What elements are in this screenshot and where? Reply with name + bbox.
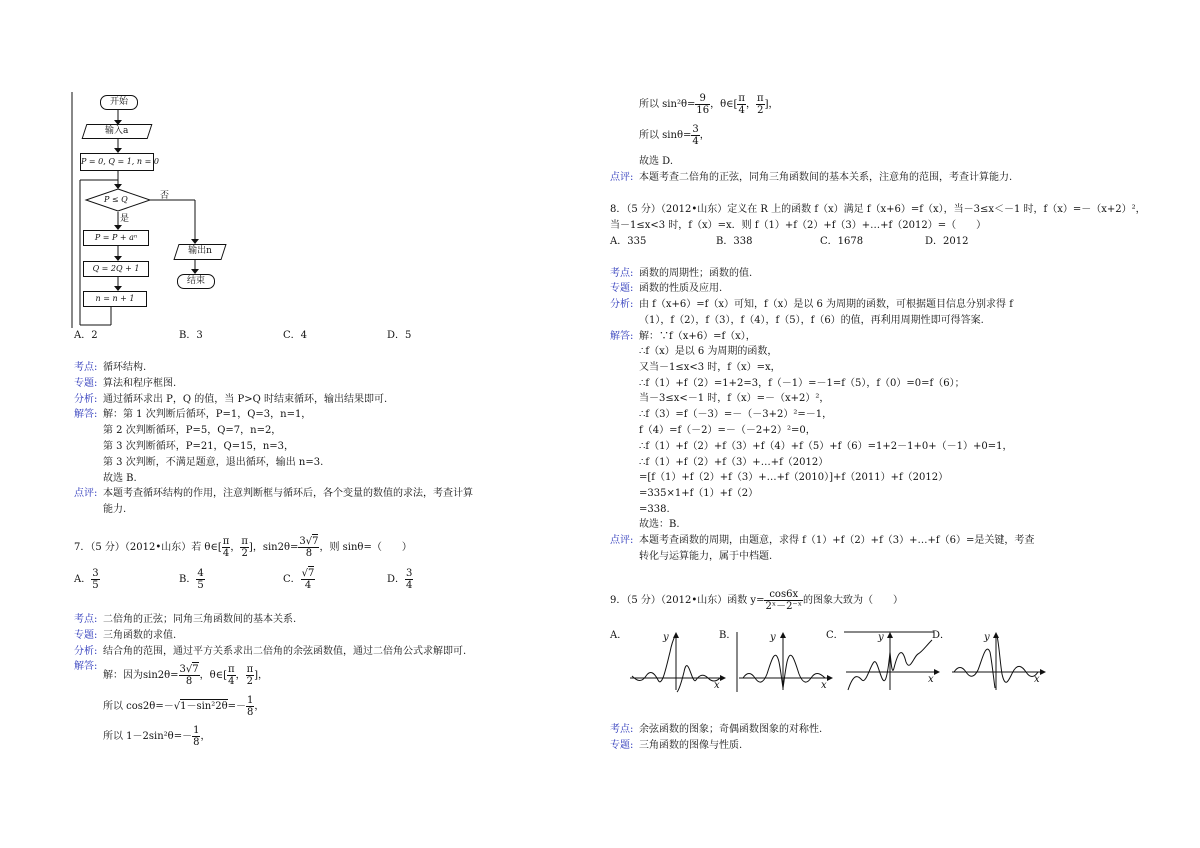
- flow-yes-label: 是: [120, 214, 130, 224]
- q9-graph-b: [737, 632, 837, 692]
- q8-jieda-line: 解：∵f（x+6）=f（x），: [639, 331, 756, 342]
- q8-option-c: C．1678: [820, 236, 864, 247]
- q8-jieda-line: 当－3≤x<－1 时，f（x）=－（x+2）²，: [639, 393, 830, 404]
- q7-jieda-line2: 所以 cos2θ=－√1－sin²2θ=－ $\frac{1}{8}$ ，: [103, 695, 265, 718]
- q8-kaodian-label: 考点:: [610, 268, 634, 279]
- q6-jieda-line: 第 3 次判断，不满足题意，退出循环，输出 n=3.: [103, 457, 324, 468]
- flow-start: 开始: [100, 95, 138, 110]
- q9-graph-c: [844, 632, 944, 692]
- q8-dianping-label: 点评:: [610, 535, 634, 546]
- q8-jieda-line: =338.: [639, 504, 670, 515]
- q6-dianping-line: 本题考查循环结构的作用，注意判断框与循环后，各个变量的数值的求法，考查计算: [103, 488, 473, 499]
- q7-zhuanti-label: 专题:: [74, 630, 98, 641]
- q9-graph-a: [630, 632, 730, 692]
- q8-jieda-line: f（4）=f（－2）=－（－2+2）²=0，: [639, 425, 816, 436]
- q8-jieda-line: 故选：B.: [639, 519, 680, 530]
- q7-fenxi: 结合角的范围，通过平方关系求出二倍角的余弦函数值，通过二倍角公式求解即可.: [103, 646, 467, 657]
- q9-function-fraction: $\frac{\cos 6x}{\text{2ˣ－2⁻ˣ}}$: [765, 589, 802, 612]
- flow-end: 结束: [177, 274, 215, 289]
- flow-input-label: 输入a: [105, 126, 129, 136]
- q7-option-b: B． $\frac{4}{5}$: [179, 568, 204, 591]
- q9-zhuanti: 三角函数的图像与性质.: [639, 740, 743, 751]
- q8-option-a: A．335: [610, 236, 647, 247]
- q8-zhuanti-label: 专题:: [610, 283, 634, 294]
- q6-fenxi: 通过循环求出 P，Q 的值，当 P>Q 时结束循环，输出结果即可.: [103, 394, 388, 405]
- q6-jieda-line: 第 3 次判断循环，P=21，Q=15，n=3，: [103, 441, 295, 452]
- q8-jieda-line: ∴f（3）=f（－3）=－（－3+2）²=－1，: [639, 409, 833, 420]
- q6-dianping-label: 点评:: [74, 488, 98, 499]
- axis-y-label: y: [878, 632, 884, 643]
- q7-zhuanti: 三角函数的求值.: [103, 630, 177, 641]
- q7-option-d: D． $\frac{3}{4}$: [387, 568, 413, 591]
- q8-fenxi-line: 由 f（x+6）=f（x）可知，f（x）是以 6 为周期的函数，可根据题目信息分别求得 f: [639, 299, 1013, 310]
- q7b-line3: 故选 D.: [639, 156, 674, 167]
- q7-stem-post: ，则 sinθ=（ ）: [319, 542, 412, 553]
- q8-dianping-line: 本题考查函数的周期，由题意，求得 f（1）+f（2）+f（3）+…+f（6）=是关键，考查: [639, 535, 1035, 546]
- q6-jieda-line: 解：第 1 次判断后循环，P=1，Q=3，n=1，: [103, 409, 312, 420]
- q9-option-a-label: A．: [610, 630, 628, 641]
- q9-kaodian-label: 考点:: [610, 724, 634, 735]
- flow-step-q: Q = 2Q + 1: [83, 261, 149, 277]
- q6-jieda-line: 故选 B.: [103, 473, 137, 484]
- q8-zhuanti: 函数的性质及应用.: [639, 283, 723, 294]
- q6-zhuanti: 算法和程序框图.: [103, 378, 177, 389]
- q9-stem: 9．（5 分）（2012•山东）函数 y= $\frac{\cos 6x}{\text{2ˣ－2⁻ˣ}}$ 的图象大致为（ ）: [610, 589, 903, 612]
- q7-frac-pi4: $\frac{\pi}{4}$: [222, 536, 230, 559]
- q7-kaodian-label: 考点:: [74, 614, 98, 625]
- q6-zhuanti-label: 专题:: [74, 378, 98, 389]
- axis-x-label: x: [821, 680, 827, 691]
- q6-kaodian-label: 考点:: [74, 362, 98, 373]
- q6-kaodian: 循环结构.: [103, 362, 147, 373]
- q7-frac-3sqrt7-8: $\frac{3√7}{8}$: [299, 536, 319, 559]
- q8-stem-line2: 当－1≤x<3 时，f（x）=x．则 f（1）+f（2）+f（3）+…+f（2012）=（ ）: [610, 220, 987, 231]
- q6-dianping-line: 能力.: [103, 504, 127, 515]
- q8-fenxi-line: （1），f（2），f（3），f（4），f（5），f（6）的值，再利用周期性即可得答案.: [639, 315, 984, 326]
- q6-option-d: D．5: [387, 330, 412, 341]
- q7b-dianping-label: 点评:: [610, 172, 634, 183]
- flow-init: P = 0, Q = 1, n = 0: [80, 153, 154, 171]
- q6-option-c: C．4: [283, 330, 308, 341]
- q8-dianping-line: 转化与运算能力，属于中档题.: [639, 551, 773, 562]
- q7b-line2: 所以 sinθ= $\frac{3}{4}$ ，: [639, 124, 710, 147]
- q6-option-a: A．2: [74, 330, 98, 341]
- flow-output-label: 输出n: [188, 246, 213, 256]
- q6-fenxi-label: 分析:: [74, 394, 98, 405]
- q7b-line1: 所以 sin²θ= $\frac{9}{16}$ ，θ∈[ $\frac{\pi}{4}$ ， $\frac{\pi}{2}$ ]，: [639, 93, 779, 116]
- q8-stem-line1: 8．（5 分）（2012•山东）定义在 R 上的函数 f（x）满足 f（x+6）=f（x），当－3≤x＜－1 时，f（x）=－（x+2）²，: [610, 204, 1146, 215]
- flow-no-label: 否: [160, 191, 170, 201]
- q9-option-c-label: C．: [826, 630, 844, 641]
- axis-y-label: y: [984, 632, 990, 643]
- q7-option-c: C． $\frac{√7}{4}$: [283, 568, 315, 591]
- q8-kaodian: 函数的周期性；函数的值.: [639, 268, 753, 279]
- q9-option-b-label: B．: [719, 630, 737, 641]
- q7-frac-pi2: $\frac{\pi}{2}$: [241, 536, 248, 559]
- q8-jieda-line: =335×1+f（1）+f（2）: [639, 488, 759, 499]
- q7b-dianping: 本题考查二倍角的正弦，同角三角函数间的基本关系，注意角的范围，考查计算能力.: [639, 172, 1013, 183]
- q7-stem: 7．（5 分）（2012•山东）若 θ∈[ $\frac{\pi}{4}$ ， $\frac{\pi}{2}$ ]，sin2θ= $\frac{3√7}{8}$ ，则 sinθ=（ ）: [74, 536, 412, 559]
- q7-fenxi-label: 分析:: [74, 646, 98, 657]
- flow-step-p: P = P + aⁿ: [83, 230, 149, 246]
- axis-x-label: x: [928, 674, 934, 685]
- flow-condition: P ≤ Q: [104, 195, 128, 204]
- axis-y-label: y: [770, 632, 776, 643]
- q9-graph-d: [950, 632, 1050, 692]
- q6-option-b: B．3: [179, 330, 203, 341]
- q8-fenxi-label: 分析:: [610, 299, 634, 310]
- q8-jieda-line: ∴f（x）是以 6 为周期的函数，: [639, 346, 778, 357]
- q8-jieda-line: ∴f（1）+f（2）+f（3）+…+f（2012）: [639, 457, 829, 468]
- q7-jieda-line3: 所以 1－2sin²θ=－ $\frac{1}{8}$ ，: [103, 725, 211, 748]
- q7-kaodian: 二倍角的正弦；同角三角函数间的基本关系.: [103, 614, 297, 625]
- axis-y-label: y: [663, 632, 669, 643]
- flow-input: [82, 124, 153, 139]
- flow-step-n: n = n + 1: [83, 291, 147, 307]
- axis-x-label: x: [1034, 674, 1040, 685]
- q9-zhuanti-label: 专题:: [610, 740, 634, 751]
- q8-jieda-line: ∴f（1）+f（2）=1+2=3，f（－1）=－1=f（5），f（0）=0=f（6）；: [639, 378, 965, 389]
- axis-x-label: x: [714, 680, 720, 691]
- q7-stem-mid: ]，sin2θ=: [248, 542, 299, 553]
- q9-option-d-label: D．: [932, 630, 951, 641]
- q7-option-a: A． $\frac{3}{5}$: [74, 568, 99, 591]
- q8-option-b: B．338: [716, 236, 753, 247]
- q7-stem-pre: 7．（5 分）（2012•山东）若 θ∈[: [74, 542, 222, 553]
- flow-output: [173, 244, 226, 260]
- q6-jieda-line: 第 2 次判断循环，P=5，Q=7，n=2，: [103, 425, 282, 436]
- q7-jieda-line1: 解：因为sin2θ= $\frac{3√7}{8}$ ，θ∈[ $\frac{\pi}{4}$ ， $\frac{\pi}{2}$ ]，: [103, 664, 269, 687]
- q8-jieda-line: ∴f（1）+f（2）+f（3）+f（4）+f（5）+f（6）=1+2－1+0+（－1）+0=1，: [639, 441, 1013, 452]
- q6-jieda-label: 解答:: [74, 409, 98, 420]
- q8-jieda-line: 又当－1≤x<3 时，f（x）=x，: [639, 362, 781, 373]
- q7-jieda-label: 解答:: [74, 661, 98, 672]
- q8-jieda-label: 解答:: [610, 331, 634, 342]
- q8-jieda-line: =[f（1）+f（2）+f（3）+…+f（2010）]+f（2011）+f（2012）: [639, 472, 949, 483]
- q8-option-d: D．2012: [925, 236, 969, 247]
- q9-kaodian: 余弦函数的图象；奇偶函数图象的对称性.: [639, 724, 823, 735]
